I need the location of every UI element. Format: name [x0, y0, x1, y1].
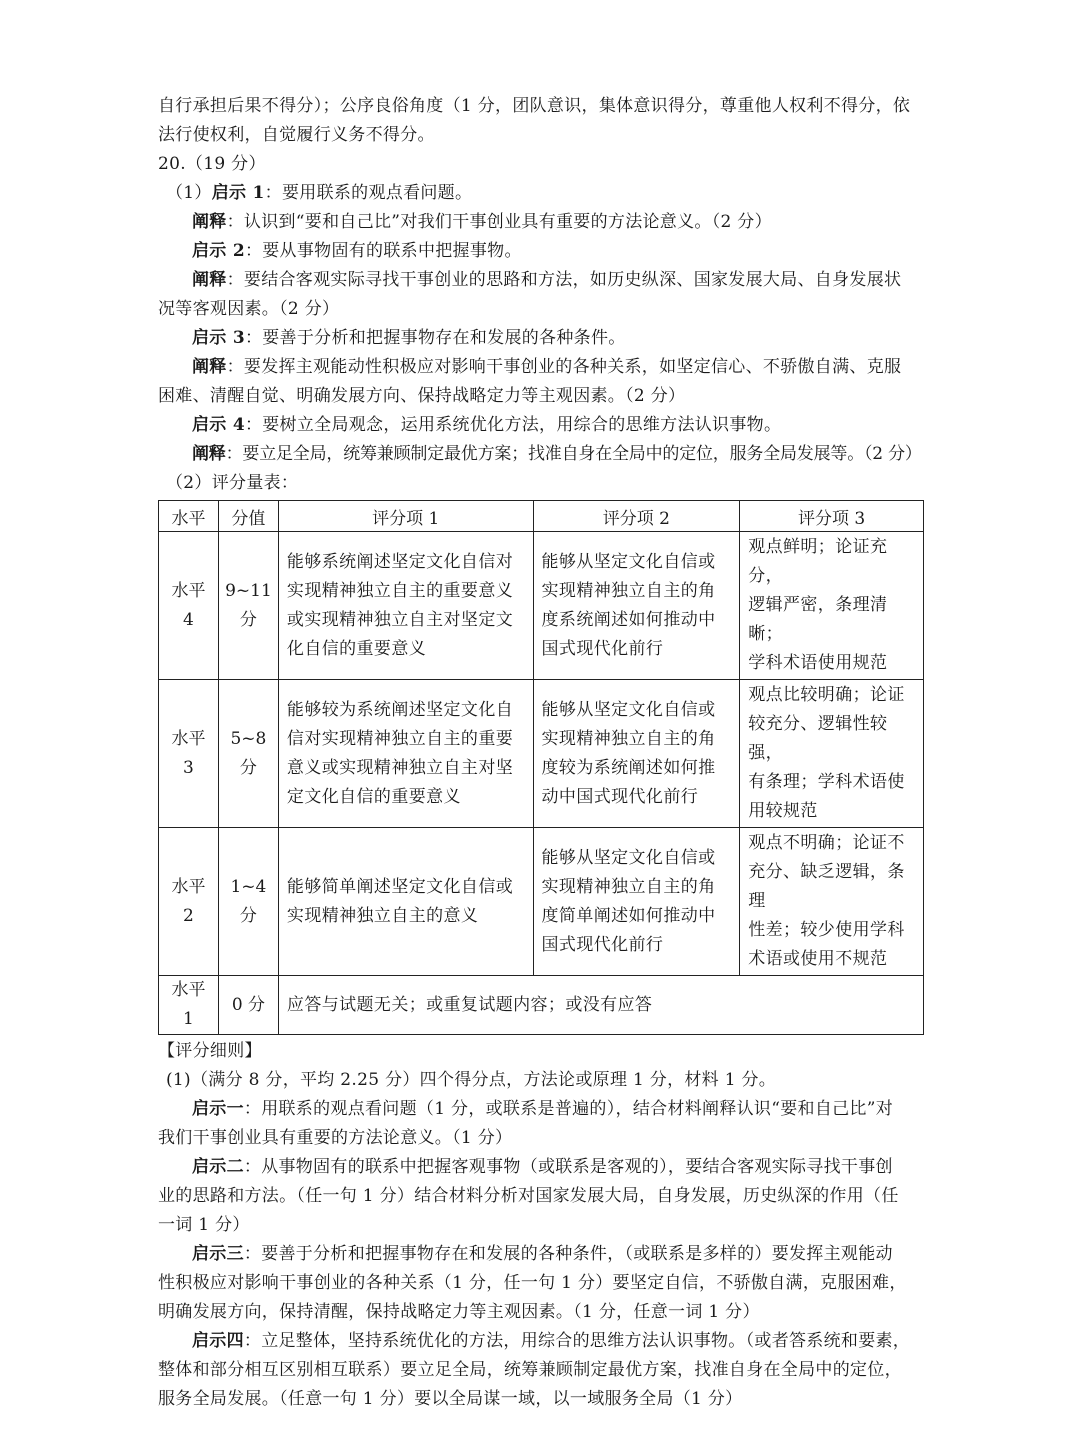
cell-line: 能够从坚定文化自信或 — [541, 551, 716, 572]
detail-text: ：立足整体，坚持系统优化的方法，用综合的思维方法认识事物。（或者答系统和要素， — [243, 1331, 911, 1351]
score-text: 9~11 — [225, 580, 272, 601]
detail-heading: 【评分细则】 — [158, 1041, 262, 1061]
explanation-2 — [158, 266, 924, 295]
explain-text: ：要立足全局，统筹兼顾制定最优方案；找准自身在全局中的定位，服务全局发展等。（2 分） — [225, 444, 922, 464]
part2-heading: （2）评分量表： — [166, 473, 299, 493]
insight-2 — [158, 237, 924, 266]
cell-line: 充分、缺乏逻辑，条理 — [748, 862, 905, 911]
cell-line: 信对实现精神独立自主的重要 — [286, 728, 514, 749]
intro-paragraph — [158, 92, 924, 150]
explanation-3 — [158, 353, 924, 382]
level-text: 水平 — [171, 876, 206, 897]
explain-text: ：要结合客观实际寻找干事创业的思路和方法，如历史纵深、国家发展大局、自身发展状 — [226, 270, 902, 290]
cell-line: 能够简单阐述坚定文化自信或 — [286, 876, 514, 897]
cell-line: 较充分、逻辑性较强， — [748, 714, 888, 763]
cell-line: 意义或实现精神独立自主对坚 — [286, 757, 514, 778]
criterion-2-cell — [533, 828, 740, 976]
explain-label: 阐释 — [192, 444, 226, 464]
header-cell: 分值 — [218, 501, 278, 532]
level-text: 2 — [183, 905, 194, 926]
detail-first-line — [158, 1095, 924, 1124]
cell-line: 用较规范 — [748, 801, 818, 821]
criterion-1-cell — [278, 532, 533, 680]
detail-text: ：用联系的观点看问题（1 分，或联系是普遍的），结合材料阐释认识“要和自己比”对 — [243, 1099, 894, 1119]
cell-line: 实现精神独立自主的角 — [541, 876, 716, 897]
detail-label: 启示三 — [192, 1244, 244, 1264]
explanation-1 — [158, 208, 924, 237]
header-cell: 水平 — [159, 501, 219, 532]
cell-line: 度较为系统阐述如何推 — [541, 757, 716, 778]
header-cell: 评分项 1 — [278, 501, 533, 532]
cell-line: 逻辑严密，条理清晰； — [748, 595, 888, 644]
explain-label: 阐释 — [192, 270, 227, 290]
rubric-table — [158, 500, 924, 1035]
detail-text: ：要善于分析和把握事物存在和发展的各种条件，（或联系是多样的）要发挥主观能动 — [243, 1244, 893, 1264]
score-text: 分 — [239, 609, 257, 630]
cell-line: 实现精神独立自主的重要意义 — [286, 580, 514, 601]
score-cell — [218, 680, 278, 828]
criterion-3-cell — [740, 828, 924, 976]
detail-label: 启示四 — [192, 1331, 244, 1351]
level-text: 3 — [183, 757, 194, 778]
level-text: 水平 — [171, 580, 206, 601]
cell-line: 观点不明确；论证不 — [748, 833, 905, 853]
detail-intro: (1)（满分 8 分，平均 2.25 分）四个得分点，方法论或原理 1 分，材料 1 分。 — [166, 1070, 777, 1090]
detail-label: 启示二 — [192, 1157, 244, 1177]
explain-label: 阐释 — [192, 357, 227, 377]
explain-continuation: 困难、清醒自觉、明确发展方向、保持战略定力等主观因素。（2 分） — [158, 386, 686, 406]
detail-line: 服务全局发展。（任意一句 1 分）要以全局谋一域，以一域服务全局（1 分） — [158, 1389, 743, 1409]
criterion-3-cell — [740, 680, 924, 828]
cell-line: 术语或使用不规范 — [748, 949, 888, 969]
part1-section — [158, 179, 924, 469]
explanation-4 — [158, 440, 924, 469]
text-line: 自行承担后果不得分）；公序良俗角度（1 分，团队意识，集体意识得分，尊重他人权利不得分，依 — [158, 96, 911, 116]
insight-text: ：要用联系的观点看问题。 — [264, 183, 473, 203]
part-prefix: （1） — [166, 183, 212, 203]
insight-label: 启示 1 — [211, 183, 265, 203]
cell-line: 观点鲜明；论证充分， — [748, 537, 888, 586]
table-row — [159, 976, 924, 1035]
criterion-1-cell — [278, 680, 533, 828]
level-text: 水平 — [171, 728, 206, 749]
insight-text: ：要善于分析和把握事物存在和发展的各种条件。 — [244, 328, 626, 348]
detail-first-line — [158, 1153, 924, 1182]
score-cell — [218, 828, 278, 976]
header-cell: 评分项 2 — [533, 501, 740, 532]
cell-line: 观点比较明确；论证 — [748, 685, 905, 705]
insight-text: ：要树立全局观念，运用系统优化方法，用综合的思维方法认识事物。 — [244, 415, 782, 435]
level-text: 水平 — [171, 980, 206, 1000]
cell-line: 度简单阐述如何推动中 — [541, 905, 716, 926]
level-text: 1 — [183, 1009, 194, 1029]
table-row — [159, 680, 924, 828]
cell-line: 度系统阐述如何推动中 — [541, 609, 716, 630]
level-cell — [159, 828, 219, 976]
score-text: 1~4 — [230, 876, 267, 897]
score-cell — [218, 532, 278, 680]
document-page — [158, 92, 924, 1414]
explain-text: ：认识到“要和自己比”对我们干事创业具有重要的方法论意义。（2 分） — [226, 212, 772, 232]
score-text: 5~8 — [230, 728, 267, 749]
cell-line: 化自信的重要意义 — [286, 638, 427, 659]
cell-line: 学科术语使用规范 — [748, 653, 888, 673]
score-text: 分 — [239, 757, 257, 778]
cell-line: 动中国式现代化前行 — [541, 786, 699, 807]
detail-3 — [158, 1240, 924, 1327]
table-header-row — [159, 501, 924, 532]
cell-line: 有条理；学科术语使 — [748, 772, 905, 792]
detail-label: 启示一 — [192, 1099, 244, 1119]
detail-line: 性积极应对影响干事创业的各种关系（1 分，任一句 1 分）要坚定自信，不骄傲自满，克服困难， — [158, 1273, 907, 1293]
level-text: 4 — [183, 609, 194, 630]
level-cell — [159, 532, 219, 680]
detail-line: 业的思路和方法。（任一句 1 分）结合材料分析对国家发展大局，自身发展，历史纵深的作用（任 — [158, 1186, 899, 1206]
score-cell — [218, 976, 278, 1035]
cell-line: 能够从坚定文化自信或 — [541, 699, 716, 720]
text-line: 法行使权利，自觉履行义务不得分。 — [158, 125, 435, 145]
cell-line: 能够从坚定文化自信或 — [541, 847, 716, 868]
cell-line: 国式现代化前行 — [541, 934, 664, 955]
detail-first-line — [158, 1327, 924, 1356]
insight-label: 启示 3 — [192, 328, 245, 348]
insight-1 — [158, 179, 924, 208]
table-row — [159, 828, 924, 976]
insight-4 — [158, 411, 924, 440]
explain-label: 阐释 — [192, 212, 227, 232]
explain-text: ：要发挥主观能动性积极应对影响干事创业的各种关系，如坚定信心、不骄傲自满、克服 — [226, 357, 902, 377]
insight-3 — [158, 324, 924, 353]
detail-text: ：从事物固有的联系中把握客观事物（或联系是客观的），要结合客观实际寻找干事创 — [243, 1157, 893, 1177]
level-cell — [159, 680, 219, 828]
cell-line: 性差；较少使用学科 — [748, 920, 905, 940]
cell-line: 实现精神独立自主的角 — [541, 580, 716, 601]
criterion-3-cell — [740, 532, 924, 680]
question-heading: 20.（19 分） — [158, 154, 266, 174]
detail-line: 明确发展方向，保持清醒，保持战略定力等主观因素。（1 分，任意一词 1 分） — [158, 1302, 760, 1322]
cell-line: 实现精神独立自主的角 — [541, 728, 716, 749]
detail-1 — [158, 1095, 924, 1153]
score-text: 分 — [239, 905, 257, 926]
criterion-2-cell — [533, 680, 740, 828]
criterion-2-cell — [533, 532, 740, 680]
detail-4 — [158, 1327, 924, 1414]
score-text: 0 分 — [231, 994, 266, 1015]
cell-line: 实现精神独立自主的意义 — [286, 905, 479, 926]
insight-text: ：要从事物固有的联系中把握事物。 — [244, 241, 522, 261]
header-cell: 评分项 3 — [740, 501, 924, 532]
merged-criterion-cell: 应答与试题无关；或重复试题内容；或没有应答 — [278, 976, 923, 1035]
detail-2 — [158, 1153, 924, 1240]
level-cell — [159, 976, 219, 1035]
explain-continuation: 况等客观因素。（2 分） — [158, 299, 340, 319]
cell-line: 国式现代化前行 — [541, 638, 664, 659]
insight-label: 启示 4 — [192, 415, 245, 435]
cell-line: 能够较为系统阐述坚定文化自 — [286, 699, 514, 720]
detail-line: 我们干事创业具有重要的方法论意义。（1 分） — [158, 1128, 513, 1148]
detail-first-line — [158, 1240, 924, 1269]
criterion-1-cell — [278, 828, 533, 976]
insight-label: 启示 2 — [192, 241, 245, 261]
detail-line: 一词 1 分） — [158, 1215, 250, 1235]
cell-line: 定文化自信的重要意义 — [286, 786, 461, 807]
cell-line: 或实现精神独立自主对坚定文 — [286, 609, 514, 630]
cell-line: 能够系统阐述坚定文化自信对 — [286, 551, 514, 572]
table-row — [159, 532, 924, 680]
detail-line: 整体和部分相互区别相互联系）要立足全局，统筹兼顾制定最优方案，找准自身在全局中的定位， — [158, 1360, 902, 1380]
